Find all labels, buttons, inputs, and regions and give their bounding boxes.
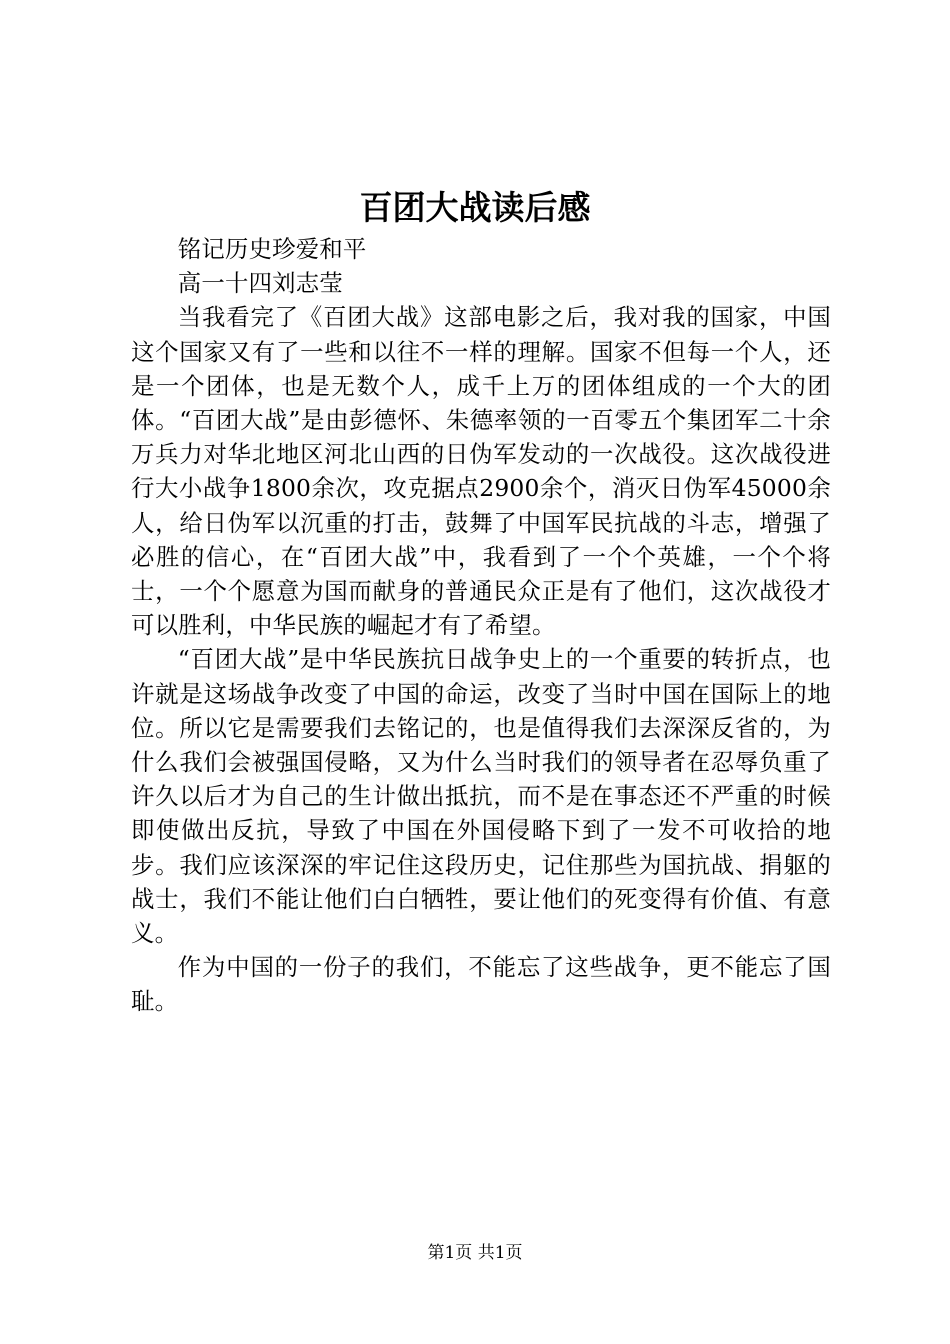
document-body <box>131 232 831 1019</box>
subtitle: 铭记历史珍爱和平 <box>177 235 367 263</box>
body-paragraph: 作为中国的一份子的我们，不能忘了这些战争，更不能忘了国耻。 <box>131 953 831 1016</box>
author-line: 高一十四刘志莹 <box>177 269 343 298</box>
page-footer: 第1页 共1页 <box>427 1243 523 1263</box>
body-paragraph: “百团大战”是中华民族抗日战争史上的一个重要的转折点，也许就是这场战争改变了中国的命运，改变了当时中国在国际上的地位。所以它是需要我们去铭记的，也是值得我们去深深反省的，为什么我们会被强国侵略，又为什么当时我们的领导者在忍辱负重了许久以后才为自己的生计做出抵抗，而不是在事态还不严重的时候即使做出反抗，导致了中国在外国侵略下到了一发不可收拾的地步。我们应该深深的牢记住这段历史，记住那些为国抗战、捐躯的战士，我们不能让他们白白牺牲，要让他们的死变得有价值、有意义。 <box>131 645 831 948</box>
page-title: 百团大战读后感 <box>359 188 591 227</box>
body-paragraph: 当我看完了《百团大战》这部电影之后，我对我的国家，中国这个国家又有了一些和以往不一样的理解。国家不但每一个人，还是一个团体，也是无数个人，成千上万的团体组成的一个大的团体。“百团大战”是由彭德怀、朱德率领的一百零五个集团军二十余万兵力对华北地区河北山西的日伪军发动的一次战役。这次战役进行大小战争1800余次，攻克据点2900余个，消灭日伪军45000余人，给日伪军以沉重的打击，鼓舞了中国军民抗战的斗志，增强了必胜的信心，在“百团大战”中，我看到了一个个英雄，一个个将士，一个个愿意为国而献身的普通民众正是有了他们，这次战役才可以胜利，中华民族的崛起才有了希望。 <box>131 303 831 640</box>
